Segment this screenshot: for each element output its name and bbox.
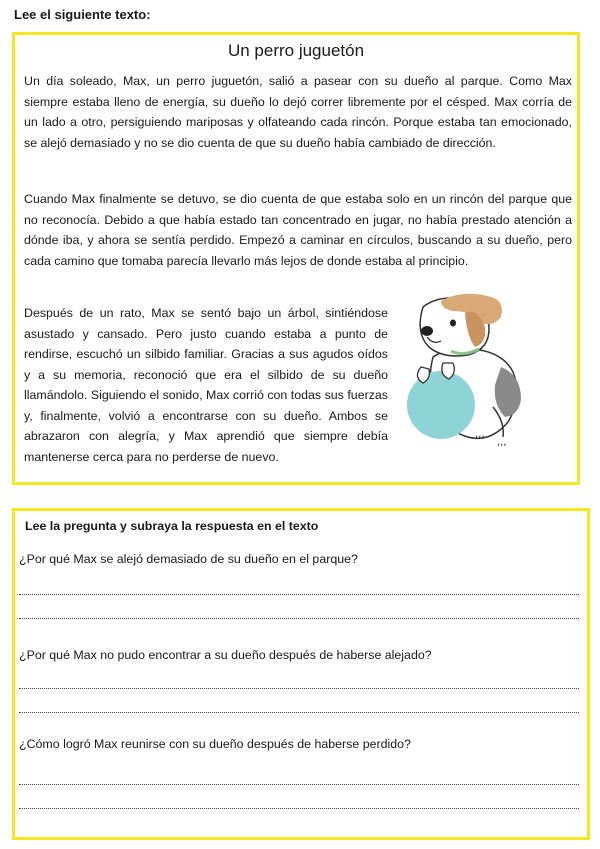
question-3: ¿Cómo logró Max reunirse con su dueño después de haberse perdido? — [19, 737, 411, 751]
answer-line[interactable] — [19, 688, 579, 689]
question-2: ¿Por qué Max no pudo encontrar a su dueño después de haberse alejado? — [19, 648, 432, 662]
story-paragraph-2: Cuando Max finalmente se detuvo, se dio cuenta de que estaba solo en un rincón del parque que no reconocía. Debido a que había estado tan concentrado en jugar, no había prestado atención a dónde iba, y ahora se sentía perdido. Empezó a caminar en círculos, buscando a su dueño, pero cada camino que tomaba parecía llevarlo más lejos de donde estaba al principio. — [24, 192, 572, 268]
questions-heading: Lee la pregunta y subraya la respuesta en el texto — [25, 519, 319, 533]
answer-line[interactable] — [19, 594, 579, 595]
svg-text:,,,: ,,, — [497, 437, 507, 447]
answer-line[interactable] — [19, 618, 579, 619]
story-title: Un perro juguetón — [227, 41, 365, 60]
story-paragraph-1: Un día soleado, Max, un perro juguetón, salió a pasear con su dueño al parque. Como Max siempre estaba lleno de energía, su dueño lo dejó correr libremente por el césped. Max corría de un lado a otro, persiguiendo mariposas y olfateando cada rincón. Porque estaba tan emocionado, se alejó demasiado y no se dio cuenta de que su dueño había cambiado de dirección. — [24, 74, 572, 150]
answer-line[interactable] — [19, 784, 579, 785]
question-1: ¿Por qué Max se alejó demasiado de su dueño en el parque? — [19, 552, 358, 566]
answer-line[interactable] — [19, 712, 579, 713]
svg-text:,,,: ,,, — [475, 429, 485, 440]
questions-box — [12, 508, 590, 840]
story-paragraph-3: Después de un rato, Max se sentó bajo un árbol, sintiéndose asustado y cansado. Pero justo cuando estaba a punto de rendirse, escuchó un silbido familiar. Gracias a sus agudos oídos y a su memoria, reconoció que era el silbido de su dueño llamándolo. Siguiendo el sonido, Max corrió con todas sus fuerzas y, finalmente, volvió a encontrarse con su dueño. Ambos se abrazaron con alegría, y Max aprendió que siempre debía mantenerse cerca para no perderse de nuevo. — [24, 306, 388, 464]
dog-with-ball-illustration — [393, 287, 533, 447]
answer-line[interactable] — [19, 808, 579, 809]
reading-passage-box — [12, 32, 580, 485]
instruction-label: Lee el siguiente texto: — [14, 7, 151, 22]
